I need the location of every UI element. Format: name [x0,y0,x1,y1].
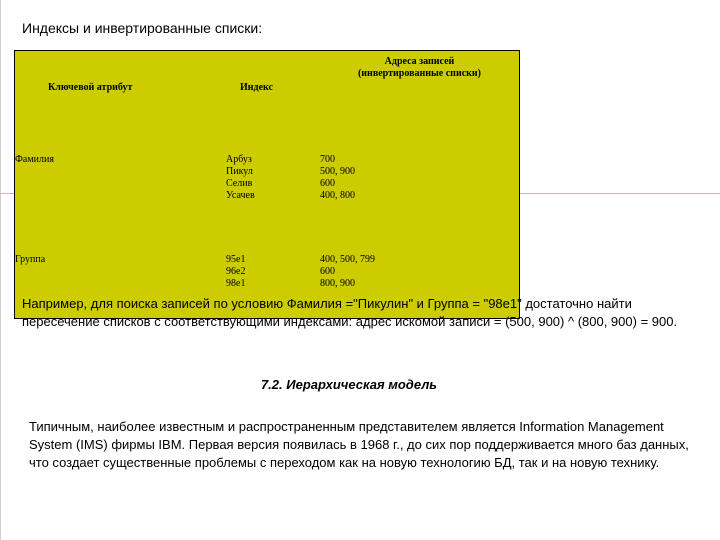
address-value: 500, 900 [320,166,355,177]
address-value: 400, 500, 799 [320,254,375,265]
section-title: 7.2. Иерархическая модель [260,377,438,392]
address-value: 400, 800 [320,190,355,201]
header-key-attribute: Ключевой атрибут [48,82,133,93]
page-heading: Индексы и инвертированные списки: [22,20,263,36]
index-value: Усачев [226,190,255,201]
row-attribute: Фамилия [15,154,54,165]
index-value: Селив [226,178,253,189]
body-paragraph: Типичным, наиболее известным и распространенным представителем является Information Management System (IMS) фирмы IBM. Первая версия появилась в 1968 г., до сих пор поддерживается много баз данных, что создает существенные проблемы с переходом как на новую технологию БД, так и на новую технику. [29,419,689,470]
row-address-list [320,154,520,254]
row-attribute: Группа [15,254,46,265]
header-addresses-line2: (инвертированные списки) [357,68,482,79]
example-paragraph: Например, для поиска записей по условию Фамилия ="Пикулин" и Группа = "98е1" достаточно найти пересечение списков с соответствующими индексами: адрес искомой записи = (500, 900) ^ (800, 900) = 900. [22,296,678,329]
header-index: Индекс [240,82,273,93]
header-addresses-line1: Адреса записей [384,56,455,67]
table-row [15,154,520,254]
address-value: 600 [320,178,335,189]
index-value: 95е1 [226,254,246,265]
index-value: Арбуз [226,154,252,165]
address-value: 700 [320,154,335,165]
index-value: 98е1 [226,278,246,289]
row-index-list [226,154,320,254]
address-value: 800, 900 [320,278,355,289]
index-value: Пикул [226,166,253,177]
header-addresses [320,51,520,155]
index-value: 96е2 [226,266,246,277]
left-margin-rule [0,0,1,540]
index-table [14,50,520,319]
table-header-row [15,51,520,155]
address-value: 600 [320,266,335,277]
